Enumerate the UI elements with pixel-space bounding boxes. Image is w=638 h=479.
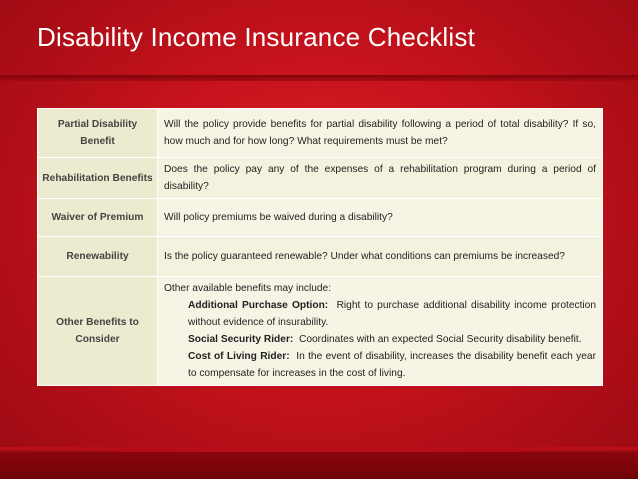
row-text: Is the policy guaranteed renewable? Under what conditions can premiums be increased? bbox=[158, 237, 603, 277]
table-row bbox=[38, 158, 603, 199]
benefit-name: Additional Purchase Option: bbox=[188, 300, 329, 311]
benefit-desc: Coordinates with an expected Social Security disability benefit. bbox=[298, 334, 582, 345]
slide-title: Disability Income Insurance Checklist bbox=[37, 22, 476, 52]
benefits-intro: Other available benefits may include: bbox=[164, 283, 332, 294]
benefit-item bbox=[164, 297, 596, 331]
footer-divider-line bbox=[0, 447, 638, 450]
row-label: Renewability bbox=[38, 237, 158, 277]
checklist-table bbox=[37, 108, 603, 386]
table-row bbox=[38, 237, 603, 277]
row-text bbox=[158, 277, 603, 386]
row-label: Partial Disability Benefit bbox=[38, 109, 158, 158]
benefit-name: Cost of Living Rider: bbox=[188, 351, 290, 362]
benefit-desc: Right to purchase additional disability income protection without evidence of insurability. bbox=[188, 300, 597, 328]
table-row bbox=[38, 277, 603, 386]
benefit-item bbox=[164, 348, 596, 382]
table-row bbox=[38, 199, 603, 237]
row-label: Other Benefits to Consider bbox=[38, 277, 158, 386]
benefit-desc: In the event of disability, increases the disability benefit each year to compensate for increases in the cost of living. bbox=[188, 351, 596, 379]
benefit-item bbox=[164, 331, 596, 348]
title-divider-band bbox=[0, 75, 638, 81]
footer-band bbox=[0, 452, 638, 479]
row-label: Waiver of Premium bbox=[38, 199, 158, 237]
row-text: Will policy premiums be waived during a disability? bbox=[158, 199, 603, 237]
table-row bbox=[38, 109, 603, 158]
row-text: Will the policy provide benefits for partial disability following a period of total disability? If so, how much and for how long? What requirements must be met? bbox=[158, 109, 603, 158]
row-label: Rehabilitation Benefits bbox=[38, 158, 158, 199]
row-text: Does the policy pay any of the expenses of a rehabilitation program during a period of disability? bbox=[158, 158, 603, 199]
benefit-name: Social Security Rider: bbox=[188, 334, 294, 345]
